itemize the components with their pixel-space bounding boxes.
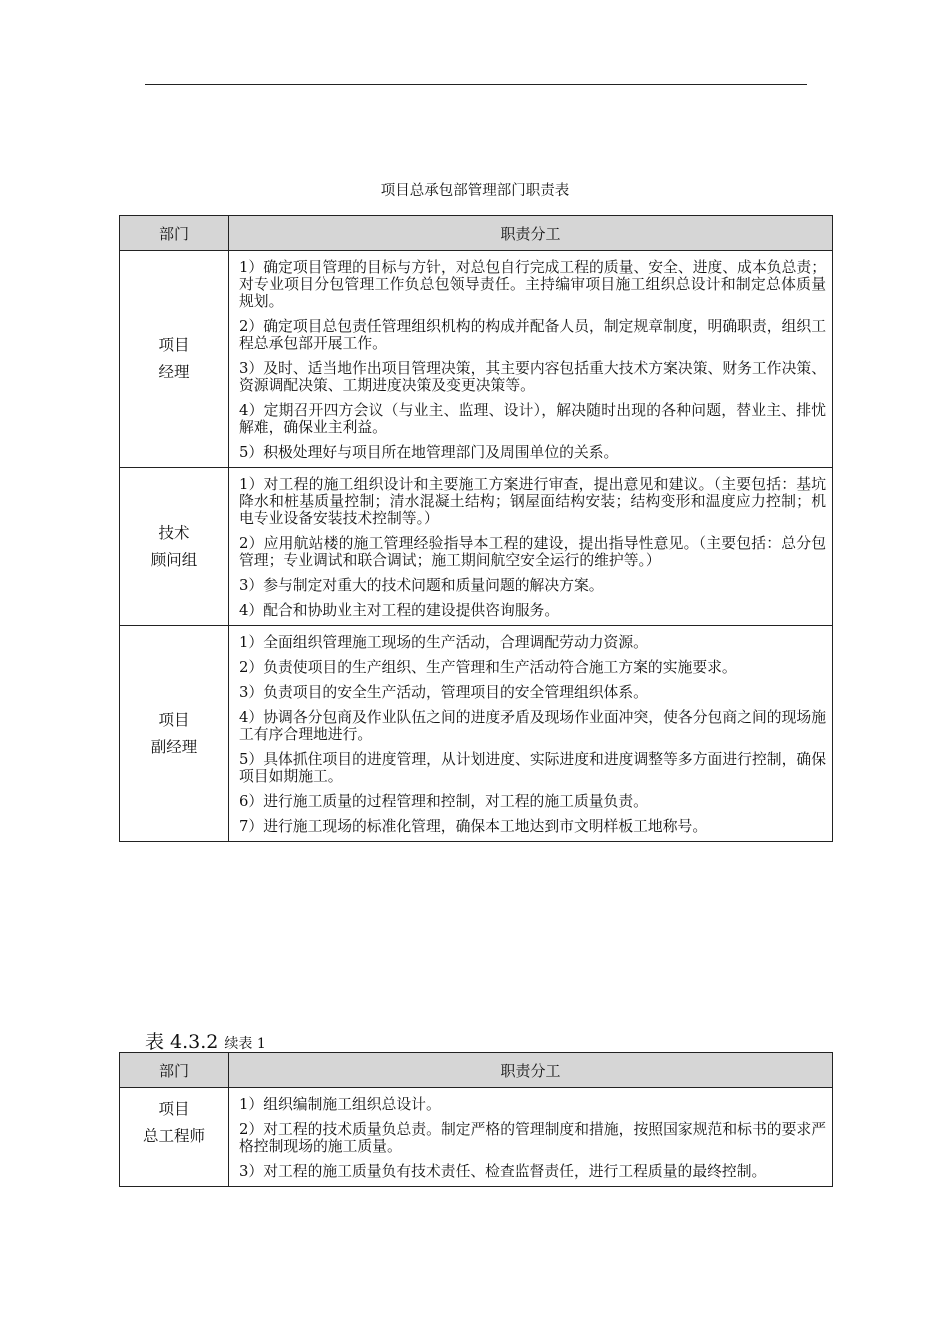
header-department: 部门 <box>120 1053 229 1088</box>
duties-cell <box>229 251 833 468</box>
table-row <box>120 251 833 468</box>
table-number: 表 4.3.2 <box>145 1031 219 1053</box>
department-cell <box>120 1088 229 1187</box>
duty-item: 4）配合和协助业主对工程的建设提供咨询服务。 <box>239 602 560 619</box>
table-row <box>120 468 833 626</box>
table-caption <box>145 1027 266 1054</box>
header-duties: 职责分工 <box>229 1053 833 1088</box>
duty-item: 4）协调各分包商及作业队伍之间的进度矛盾及现场作业面冲突，使各分包商之间的现场施工有序合理地进行。 <box>239 709 826 743</box>
continued-label: 续表 1 <box>224 1036 266 1052</box>
duty-item: 2）确定项目总包责任管理组织机构的构成并配备人员，制定规章制度，明确职责，组织工程总承包部开展工作。 <box>239 318 826 352</box>
duty-item: 6）进行施工质量的过程管理和控制，对工程的施工质量负责。 <box>239 793 648 810</box>
header-department: 部门 <box>120 216 229 251</box>
department-name-line: 顾问组 <box>150 550 198 569</box>
duty-table-continued <box>119 1052 833 1187</box>
department-cell <box>120 251 229 468</box>
duty-item: 4）定期召开四方会议（与业主、监理、设计），解决随时出现的各种问题，替业主、排忧解难，确保业主利益。 <box>239 402 826 436</box>
header-rule <box>145 84 807 85</box>
duty-table <box>119 215 833 842</box>
duties-cell <box>229 626 833 842</box>
department-cell <box>120 468 229 626</box>
department-name-line: 副经理 <box>150 737 198 756</box>
duty-item: 3）对工程的施工质量负有技术责任、检查监督责任，进行工程质量的最终控制。 <box>239 1163 767 1180</box>
document-title: 项目总承包部管理部门职责表 <box>380 183 570 199</box>
duty-item: 2）应用航站楼的施工管理经验指导本工程的建设，提出指导性意见。（主要包括：总分包管理；专业调试和联合调试；施工期间航空安全运行的维护等。） <box>239 535 826 569</box>
duties-cell <box>229 1088 833 1187</box>
department-name-line: 总工程师 <box>142 1127 205 1145</box>
duty-item: 2）负责使项目的生产组织、生产管理和生产活动符合施工方案的实施要求。 <box>239 659 737 676</box>
duty-item: 1）组织编制施工组织总设计。 <box>239 1096 441 1113</box>
table-row <box>120 626 833 842</box>
duty-item: 7）进行施工现场的标准化管理，确保本工地达到市文明样板工地称号。 <box>239 818 708 835</box>
table-header-row <box>120 216 833 251</box>
table-header-row <box>120 1053 833 1088</box>
duty-item: 1）对工程的施工组织设计和主要施工方案进行审查，提出意见和建议。（主要包括：基坑降水和桩基质量控制；清水混凝土结构；钢屋面结构安装；结构变形和温度应力控制；机电专业设备安装技术控制等。） <box>239 476 826 527</box>
department-name-line: 项目 <box>158 1100 190 1118</box>
department-cell <box>120 626 229 842</box>
department-name-line: 项目 <box>158 336 190 354</box>
duties-cell <box>229 468 833 626</box>
department-name-line: 技术 <box>158 523 190 542</box>
table-row <box>120 1088 833 1187</box>
duty-item: 5）积极处理好与项目所在地管理部门及周围单位的关系。 <box>239 444 619 461</box>
duty-item: 2）对工程的技术质量负总责。制定严格的管理制度和措施，按照国家规范和标书的要求严格控制现场的施工质量。 <box>239 1121 826 1155</box>
duty-item: 1）全面组织管理施工现场的生产活动，合理调配劳动力资源。 <box>239 634 648 651</box>
duty-item: 5）具体抓住项目的进度管理，从计划进度、实际进度和进度调整等多方面进行控制，确保项目如期施工。 <box>239 751 826 785</box>
duty-item: 3）及时、适当地作出项目管理决策，其主要内容包括重大技术方案决策、财务工作决策、资源调配决策、工期进度决策及变更决策等。 <box>239 360 826 394</box>
header-duties: 职责分工 <box>229 216 833 251</box>
department-name-line: 项目 <box>158 710 190 729</box>
duty-item: 3）参与制定对重大的技术问题和质量问题的解决方案。 <box>239 577 604 594</box>
duty-item: 3）负责项目的安全生产活动，管理项目的安全管理组织体系。 <box>239 684 648 701</box>
department-name-line: 经理 <box>158 363 190 381</box>
duty-item: 1）确定项目管理的目标与方针，对总包自行完成工程的质量、安全、进度、成本负总责；对专业项目分包管理工作负总包领导责任。主持编审项目施工组织总设计和制定总体质量规划。 <box>239 259 826 310</box>
